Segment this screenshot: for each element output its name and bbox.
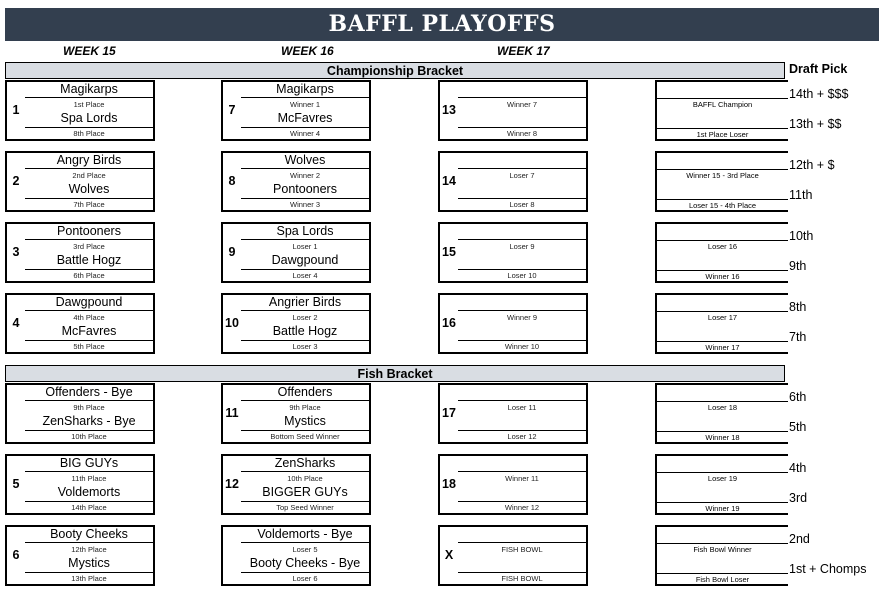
divider-line [241, 542, 371, 543]
team-top: ZenSharks [274, 456, 336, 470]
divider-line [657, 270, 788, 271]
draft-pick-bottom: 1st + Chomps [789, 562, 867, 576]
result-bottom-label: Winner 16 [705, 272, 740, 281]
seed-top: 1st Place [73, 100, 105, 109]
game-number: 3 [12, 245, 20, 259]
seed-bottom: 8th Place [73, 129, 105, 138]
divider-line [241, 572, 371, 573]
game-number: 15 [442, 245, 456, 259]
team-bottom: Mystics [68, 556, 110, 570]
seed-top: Loser 2 [292, 313, 318, 322]
championship-bracket-header: Championship Bracket [5, 62, 785, 79]
divider-line [458, 239, 588, 240]
divider-line [458, 572, 588, 573]
divider-line [657, 240, 788, 241]
divider-line [657, 502, 788, 503]
divider-line [458, 501, 588, 502]
divider-line [657, 543, 788, 544]
game-number: 13 [442, 103, 456, 117]
seed-bottom: 14th Place [71, 503, 107, 512]
seed-bottom: Loser 3 [292, 342, 318, 351]
team-bottom: Voldemorts [57, 485, 121, 499]
seed-bottom: Loser 8 [509, 200, 535, 209]
game-box [221, 525, 371, 586]
draft-pick-bottom: 13th + $$ [789, 117, 842, 131]
seed-top: Winner 2 [289, 171, 320, 180]
seed-top: Winner 11 [505, 474, 539, 483]
seed-top: Loser 9 [509, 242, 535, 251]
draft-pick-top: 2nd [789, 532, 810, 546]
divider-line [241, 269, 371, 270]
divider-line [458, 269, 588, 270]
divider-line [241, 198, 371, 199]
game-number: 10 [225, 316, 239, 330]
game-number: 5 [12, 477, 20, 491]
team-bottom: ZenSharks - Bye [42, 414, 136, 428]
seed-bottom: Loser 12 [507, 432, 537, 441]
divider-line [657, 401, 788, 402]
team-bottom: Pontooners [273, 182, 337, 196]
team-bottom: Wolves [68, 182, 110, 196]
divider-line [25, 542, 155, 543]
divider-line [657, 98, 788, 99]
team-top: Spa Lords [276, 224, 334, 238]
game-number: X [444, 548, 454, 562]
seed-top: 2nd Place [72, 171, 106, 180]
seed-bottom: 7th Place [73, 200, 105, 209]
seed-bottom: 13th Place [71, 574, 107, 583]
divider-line [657, 199, 788, 200]
week-15-label: WEEK 15 [63, 44, 116, 58]
team-bottom: Spa Lords [60, 111, 118, 125]
team-bottom: McFavres [277, 111, 333, 125]
divider-line [458, 340, 588, 341]
result-bottom-label: Fish Bowl Loser [695, 575, 750, 584]
divider-line [25, 400, 155, 401]
draft-pick-top: 4th [789, 461, 807, 475]
game-number: 11 [225, 406, 239, 420]
fish-bracket-header: Fish Bracket [5, 365, 785, 382]
team-top: Magikarps [60, 82, 118, 96]
seed-bottom: 10th Place [71, 432, 107, 441]
game-box [221, 80, 371, 141]
game-box [5, 80, 155, 141]
divider-line [657, 128, 788, 129]
game-box [438, 80, 588, 141]
result-bottom-label: 1st Place Loser [696, 130, 749, 139]
divider-line [25, 310, 155, 311]
result-top-label: Winner 15 - 3rd Place [686, 171, 759, 180]
seed-bottom: Top Seed Winner [276, 503, 334, 512]
seed-top: FISH BOWL [501, 545, 543, 554]
result-box [655, 454, 788, 515]
divider-line [25, 340, 155, 341]
divider-line [657, 431, 788, 432]
game-box [438, 293, 588, 354]
draft-pick-bottom: 11th [789, 188, 813, 202]
result-bottom-label: Loser 15 - 4th Place [688, 201, 757, 210]
team-bottom: Mystics [284, 414, 326, 428]
divider-line [657, 169, 788, 170]
result-top-label: Loser 19 [707, 474, 738, 483]
seed-top: 11th Place [71, 474, 107, 483]
divider-line [241, 127, 371, 128]
divider-line [458, 198, 588, 199]
divider-line [458, 430, 588, 431]
game-box [438, 525, 588, 586]
draft-pick-top: 12th + $ [789, 158, 835, 172]
seed-bottom: Winner 3 [289, 200, 320, 209]
divider-line [458, 97, 588, 98]
team-bottom: McFavres [61, 324, 117, 338]
game-number: 16 [442, 316, 456, 330]
seed-bottom: Bottom Seed Winner [270, 432, 340, 441]
divider-line [25, 471, 155, 472]
divider-line [25, 198, 155, 199]
game-box [221, 383, 371, 444]
divider-line [241, 340, 371, 341]
seed-top: Loser 1 [292, 242, 318, 251]
game-number: 12 [225, 477, 239, 491]
game-number: 9 [228, 245, 236, 259]
game-box [221, 454, 371, 515]
divider-line [25, 127, 155, 128]
draft-pick-header: Draft Pick [789, 62, 848, 76]
team-bottom: Dawgpound [271, 253, 339, 267]
game-box [5, 222, 155, 283]
draft-pick-bottom: 7th [789, 330, 807, 344]
game-number: 17 [442, 406, 456, 420]
seed-top: Winner 9 [506, 313, 537, 322]
result-top-label: Loser 18 [707, 403, 738, 412]
team-top: Pontooners [57, 224, 121, 238]
divider-line [241, 400, 371, 401]
seed-bottom: Winner 4 [289, 129, 320, 138]
draft-pick-top: 8th [789, 300, 807, 314]
divider-line [458, 127, 588, 128]
seed-bottom: Loser 10 [507, 271, 537, 280]
result-box [655, 151, 788, 212]
divider-line [458, 310, 588, 311]
seed-bottom: Loser 6 [292, 574, 318, 583]
game-number: 1 [12, 103, 20, 117]
draft-pick-bottom: 9th [789, 259, 807, 273]
page-title: BAFFL PLAYOFFS [5, 8, 879, 41]
result-top-label: Loser 16 [707, 242, 738, 251]
result-bottom-label: Winner 17 [705, 343, 740, 352]
seed-top: 9th Place [73, 403, 105, 412]
draft-pick-top: 10th [789, 229, 814, 243]
result-top-label: BAFFL Champion [692, 100, 753, 109]
game-box [5, 525, 155, 586]
team-bottom: Battle Hogz [272, 324, 338, 338]
team-top: Booty Cheeks [50, 527, 128, 541]
divider-line [25, 168, 155, 169]
seed-bottom: 6th Place [73, 271, 105, 280]
divider-line [241, 471, 371, 472]
team-top: Angry Birds [56, 153, 122, 167]
seed-top: Winner 1 [289, 100, 320, 109]
result-box [655, 293, 788, 354]
seed-bottom: Winner 10 [504, 342, 540, 351]
divider-line [25, 572, 155, 573]
seed-top: 4th Place [73, 313, 105, 322]
game-box [438, 151, 588, 212]
divider-line [241, 501, 371, 502]
seed-bottom: Winner 12 [504, 503, 540, 512]
team-top: Magikarps [276, 82, 334, 96]
game-number: 7 [228, 103, 236, 117]
game-number: 8 [228, 174, 236, 188]
game-number: 2 [12, 174, 20, 188]
divider-line [241, 168, 371, 169]
result-box [655, 222, 788, 283]
seed-top: Winner 7 [506, 100, 537, 109]
divider-line [657, 472, 788, 473]
week-16-label: WEEK 16 [281, 44, 334, 58]
draft-pick-bottom: 5th [789, 420, 807, 434]
divider-line [241, 430, 371, 431]
result-top-label: Loser 17 [707, 313, 738, 322]
divider-line [657, 311, 788, 312]
game-box [5, 293, 155, 354]
game-box [221, 222, 371, 283]
divider-line [25, 97, 155, 98]
seed-bottom: FISH BOWL [501, 574, 543, 583]
game-box [221, 151, 371, 212]
divider-line [657, 573, 788, 574]
seed-bottom: Loser 4 [292, 271, 318, 280]
game-box [5, 383, 155, 444]
divider-line [25, 269, 155, 270]
game-number: 14 [442, 174, 456, 188]
game-number [224, 527, 240, 584]
team-top: Voldemorts - Bye [257, 527, 353, 541]
game-number: 18 [442, 477, 456, 491]
divider-line [25, 430, 155, 431]
result-box [655, 383, 788, 444]
team-top: Wolves [284, 153, 326, 167]
draft-pick-bottom: 3rd [789, 491, 808, 505]
divider-line [241, 239, 371, 240]
game-number: 6 [12, 548, 20, 562]
team-top: BIG GUYs [59, 456, 119, 470]
seed-top: 3rd Place [73, 242, 105, 251]
seed-top: 10th Place [287, 474, 323, 483]
game-number [8, 385, 24, 442]
week-17-label: WEEK 17 [497, 44, 550, 58]
game-box [221, 293, 371, 354]
seed-top: 12th Place [71, 545, 107, 554]
team-bottom: Booty Cheeks - Bye [249, 556, 361, 570]
divider-line [241, 97, 371, 98]
result-box [655, 525, 788, 586]
game-number: 4 [12, 316, 20, 330]
seed-top: Loser 5 [292, 545, 318, 554]
team-top: Dawgpound [55, 295, 123, 309]
divider-line [241, 310, 371, 311]
divider-line [458, 471, 588, 472]
team-bottom: Battle Hogz [56, 253, 122, 267]
team-bottom: BIGGER GUYs [262, 485, 348, 499]
divider-line [657, 341, 788, 342]
seed-top: Loser 7 [509, 171, 535, 180]
game-box [438, 454, 588, 515]
team-top: Angrier Birds [268, 295, 342, 309]
game-box [5, 454, 155, 515]
result-bottom-label: Winner 19 [705, 504, 740, 513]
result-bottom-label: Winner 18 [705, 433, 740, 442]
seed-bottom: Winner 8 [506, 129, 537, 138]
seed-top: 9th Place [289, 403, 321, 412]
draft-pick-top: 14th + $$$ [789, 87, 849, 101]
team-top: Offenders [277, 385, 333, 399]
divider-line [25, 239, 155, 240]
game-box [5, 151, 155, 212]
result-top-label: Fish Bowl Winner [693, 545, 752, 554]
result-box [655, 80, 788, 141]
seed-top: Loser 11 [507, 403, 537, 412]
divider-line [458, 542, 588, 543]
draft-pick-top: 6th [789, 390, 807, 404]
team-top: Offenders - Bye [45, 385, 133, 399]
seed-bottom: 5th Place [73, 342, 105, 351]
divider-line [458, 168, 588, 169]
game-box [438, 383, 588, 444]
game-box [438, 222, 588, 283]
divider-line [25, 501, 155, 502]
divider-line [458, 400, 588, 401]
